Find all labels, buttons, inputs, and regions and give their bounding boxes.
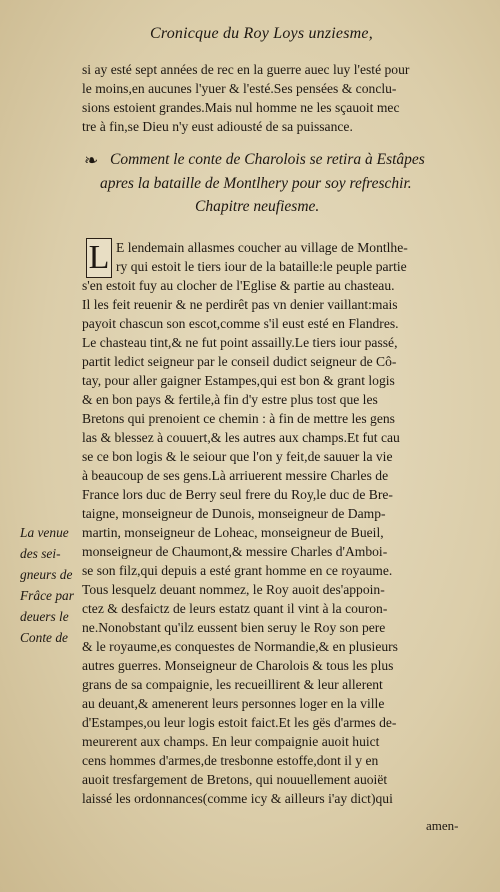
text-line: au deuant,& amenerent leurs personnes loger en la ville [82,696,385,711]
text-line: auoit tresfargement de Bretons, qui nouuellement auoiët [82,772,388,787]
text-line: Bretons qui prenoient ce chemin : à fin de mettre les gens [82,411,395,426]
text-line: E lendemain allasmes coucher au village de Montlhe- [116,240,408,255]
catchword: amen- [426,818,459,833]
text-line: tay, pour aller gaigner Estampes,qui est bon & grant logis [82,373,395,388]
text-line: meurerent aux champs. En leur compaignie auoit huict [82,734,380,749]
text-line: d'Estampes,ou leur logis estoit faict.Et les gës d'armes de- [82,715,397,730]
margin-line: Frâce par [20,588,74,603]
heading-line: Comment le conte de Charolois se retira à Estâpes [110,151,425,168]
text-line: las & blessez à couuert,& les autres aux champs.Et fut cau [82,430,400,445]
heading-line: apres la bataille de Montlhery pour soy refreschir. [100,175,412,192]
margin-line: gneurs de [20,567,73,582]
text-line: sions estoient grandes.Mais nul homme ne les sçauoit mec [82,100,400,115]
text-line: à beaucoup de ses gens.Là arriuerent messire Charles de [82,468,389,483]
text-line: & le royaume,es conquestes de Normandie,& en plusieurs [82,639,398,654]
fleuron-ornament: ❧ [84,151,99,170]
text-line: ry qui estoit le tiers iour de la bataille:le peuple partie [116,259,407,274]
text-line: payoit chascun son escot,comme s'il eust esté en Flandres. [82,316,399,331]
text-line: taigne, monseigneur de Dunois, monseigneur de Damp- [82,506,386,521]
text-line: le moins,en aucunes l'yuer & l'esté.Ses pensées & conclu- [82,81,397,96]
text-line: grans de sa compaignie, les recueillirent & leur allerent [82,677,383,692]
drop-cap: L [86,238,112,278]
text-line: Le chasteau tint,& ne fut point assailly.Le tiers iour passé, [82,335,398,350]
margin-line: Conte de [20,630,68,645]
margin-line: deuers le [20,609,69,624]
text-line: monseigneur de Chaumont,& messire Charles d'Amboi- [82,544,388,559]
text-line: France lors duc de Berry seul frere du Roy,le duc de Bre- [82,487,393,502]
text-line: ne.Nonobstant qu'ilz eussent bien seruy le Roy son pere [82,620,386,635]
margin-line: des sei- [20,546,61,561]
text-line: tre à fin,se Dieu n'y eust adiousté de sa puissance. [82,119,353,134]
text-line: cens hommes d'armes,de tresbonne estoffe,dont il y en [82,753,379,768]
text-line: se son filz,qui depuis a esté grant homme en ce royaume. [82,563,393,578]
heading-line: Chapitre neufiesme. [195,198,320,215]
text-line: autres guerres. Monseigneur de Charolois & tous les plus [82,658,394,673]
text-line: s'en estoit fuy au clocher de l'Eglise & partie au chasteau. [82,278,395,293]
margin-line: La venue [20,525,69,540]
text-line: & en bon pays & fertile,à fin d'y estre plus tost que les [82,392,378,407]
text-line: Tous lesquelz deuant nommez, le Roy auoit des'appoin- [82,582,385,597]
text-line: ctez & desfaictz de leurs estatz quant il vint à la couron- [82,601,388,616]
text-line: laissé les ordonnances(comme icy & ailleurs i'ay dict)qui [82,791,393,806]
running-header: Cronicque du Roy Loys unziesme, [150,25,373,42]
text-line: martin, monseigneur de Loheac, monseigneur de Bueil, [82,525,384,540]
text-line: si ay esté sept années de rec en la guerre auec luy l'esté pour [82,62,410,77]
text-line: se ce bon logis & le seiour que l'on y feit,de sauuer la vie [82,449,393,464]
text-line: Il les feit reuenir & ne perdirêt pas vn denier vaillant:mais [82,297,398,312]
text-line: partit ledict seigneur par le conseil dudict seigneur de Cô- [82,354,397,369]
